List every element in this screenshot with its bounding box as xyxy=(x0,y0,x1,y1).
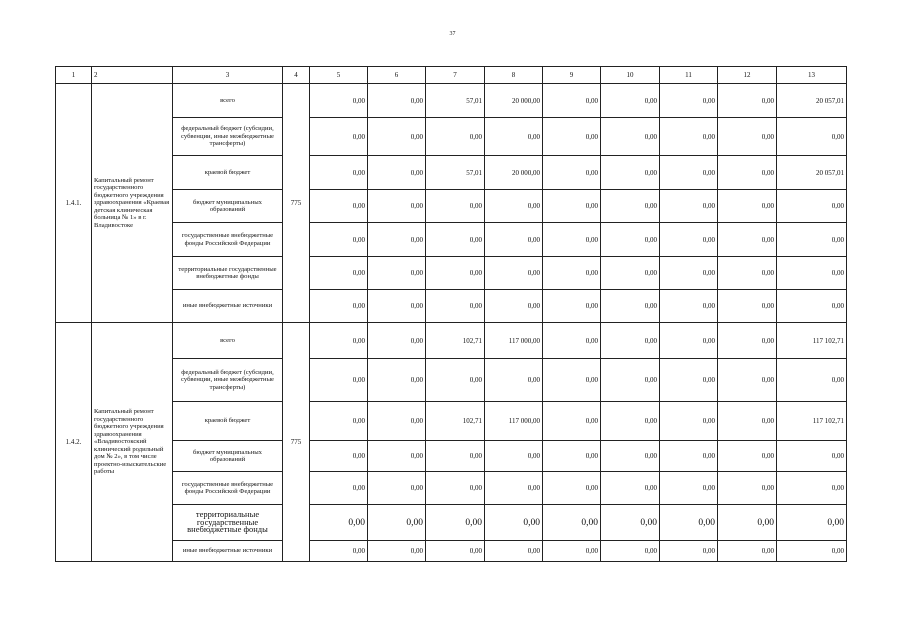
amount-cell: 0,00 xyxy=(485,505,543,541)
column-number-row xyxy=(56,67,847,84)
amount-cell: 0,00 xyxy=(426,257,485,290)
amount-cell: 0,00 xyxy=(368,323,426,359)
funding-source: бюджет муниципальных образований xyxy=(173,441,283,472)
amount-cell: 20 000,00 xyxy=(485,156,543,190)
amount-cell: 0,00 xyxy=(310,156,368,190)
amount-cell: 0,00 xyxy=(601,359,660,402)
amount-cell: 0,00 xyxy=(368,541,426,562)
column-header: 9 xyxy=(543,67,601,84)
amount-cell: 0,00 xyxy=(543,190,601,223)
amount-cell: 0,00 xyxy=(777,359,847,402)
column-header: 6 xyxy=(368,67,426,84)
amount-cell: 102,71 xyxy=(426,323,485,359)
column-header: 8 xyxy=(485,67,543,84)
funding-source: территориальные государственные внебюджетные фонды xyxy=(173,505,283,541)
amount-cell: 0,00 xyxy=(310,257,368,290)
table-row xyxy=(56,441,847,472)
amount-cell: 0,00 xyxy=(718,359,777,402)
amount-cell: 0,00 xyxy=(543,505,601,541)
amount-cell: 0,00 xyxy=(777,257,847,290)
column-header: 4 xyxy=(283,67,310,84)
amount-cell: 0,00 xyxy=(777,541,847,562)
amount-cell: 0,00 xyxy=(485,541,543,562)
amount-cell: 0,00 xyxy=(718,472,777,505)
amount-cell: 0,00 xyxy=(777,223,847,257)
amount-cell: 57,01 xyxy=(426,156,485,190)
amount-cell: 0,00 xyxy=(660,323,718,359)
amount-cell: 0,00 xyxy=(777,472,847,505)
amount-cell: 0,00 xyxy=(310,505,368,541)
funding-source: краевой бюджет xyxy=(173,156,283,190)
amount-cell: 0,00 xyxy=(777,505,847,541)
amount-cell: 0,00 xyxy=(485,223,543,257)
grbs-code: 775 xyxy=(283,84,310,323)
table-row xyxy=(56,323,847,359)
amount-cell: 0,00 xyxy=(718,190,777,223)
amount-cell: 0,00 xyxy=(368,441,426,472)
amount-cell: 117 000,00 xyxy=(485,323,543,359)
amount-cell: 0,00 xyxy=(310,441,368,472)
amount-cell: 0,00 xyxy=(426,190,485,223)
amount-cell: 0,00 xyxy=(660,290,718,323)
table-row xyxy=(56,472,847,505)
amount-cell: 0,00 xyxy=(368,223,426,257)
funding-source: государственные внебюджетные фонды Российской Федерации xyxy=(173,472,283,505)
item-name: Капитальный ремонт государственного бюджетного учреждения здравоохранения «Владивостокский клинический родильный дом № 2», в том числе проектно-изыскательские работы xyxy=(92,323,173,562)
item-code: 1.4.2. xyxy=(56,323,92,562)
table-row xyxy=(56,118,847,156)
amount-cell: 0,00 xyxy=(310,190,368,223)
amount-cell: 0,00 xyxy=(310,323,368,359)
budget-table xyxy=(55,66,847,562)
funding-source: государственные внебюджетные фонды Российской Федерации xyxy=(173,223,283,257)
amount-cell: 0,00 xyxy=(718,118,777,156)
amount-cell: 0,00 xyxy=(601,190,660,223)
amount-cell: 0,00 xyxy=(601,323,660,359)
amount-cell: 0,00 xyxy=(601,84,660,118)
amount-cell: 0,00 xyxy=(601,402,660,441)
amount-cell: 0,00 xyxy=(310,541,368,562)
amount-cell: 0,00 xyxy=(777,190,847,223)
amount-cell: 117 102,71 xyxy=(777,323,847,359)
amount-cell: 0,00 xyxy=(368,190,426,223)
item-code: 1.4.1. xyxy=(56,84,92,323)
amount-cell: 0,00 xyxy=(718,156,777,190)
amount-cell: 0,00 xyxy=(718,441,777,472)
amount-cell: 0,00 xyxy=(601,223,660,257)
funding-source: иные внебюджетные источники xyxy=(173,541,283,562)
amount-cell: 0,00 xyxy=(660,505,718,541)
amount-cell: 0,00 xyxy=(368,156,426,190)
amount-cell: 0,00 xyxy=(310,223,368,257)
amount-cell: 0,00 xyxy=(718,84,777,118)
column-header: 13 xyxy=(777,67,847,84)
amount-cell: 0,00 xyxy=(310,472,368,505)
column-header: 12 xyxy=(718,67,777,84)
amount-cell: 0,00 xyxy=(601,541,660,562)
amount-cell: 0,00 xyxy=(601,472,660,505)
column-header: 1 xyxy=(56,67,92,84)
amount-cell: 0,00 xyxy=(601,257,660,290)
amount-cell: 0,00 xyxy=(660,84,718,118)
table-row xyxy=(56,505,847,541)
amount-cell: 0,00 xyxy=(660,257,718,290)
amount-cell: 102,71 xyxy=(426,402,485,441)
amount-cell: 57,01 xyxy=(426,84,485,118)
amount-cell: 0,00 xyxy=(660,359,718,402)
amount-cell: 0,00 xyxy=(543,84,601,118)
amount-cell: 0,00 xyxy=(426,472,485,505)
amount-cell: 0,00 xyxy=(543,541,601,562)
funding-source: территориальные государственные внебюджетные фонды xyxy=(173,257,283,290)
amount-cell: 0,00 xyxy=(485,118,543,156)
amount-cell: 0,00 xyxy=(368,84,426,118)
amount-cell: 0,00 xyxy=(426,359,485,402)
amount-cell: 0,00 xyxy=(543,359,601,402)
amount-cell: 0,00 xyxy=(718,290,777,323)
amount-cell: 0,00 xyxy=(543,223,601,257)
amount-cell: 0,00 xyxy=(660,118,718,156)
amount-cell: 0,00 xyxy=(718,505,777,541)
table-row xyxy=(56,359,847,402)
amount-cell: 0,00 xyxy=(601,505,660,541)
amount-cell: 0,00 xyxy=(426,441,485,472)
amount-cell: 0,00 xyxy=(426,290,485,323)
funding-source: иные внебюджетные источники xyxy=(173,290,283,323)
amount-cell: 0,00 xyxy=(660,156,718,190)
amount-cell: 0,00 xyxy=(368,257,426,290)
amount-cell: 0,00 xyxy=(543,156,601,190)
column-header: 3 xyxy=(173,67,283,84)
amount-cell: 0,00 xyxy=(543,323,601,359)
amount-cell: 0,00 xyxy=(485,290,543,323)
amount-cell: 0,00 xyxy=(718,541,777,562)
table-row xyxy=(56,541,847,562)
amount-cell: 0,00 xyxy=(485,472,543,505)
funding-source: бюджет муниципальных образований xyxy=(173,190,283,223)
column-header: 2 xyxy=(92,67,173,84)
amount-cell: 0,00 xyxy=(426,118,485,156)
amount-cell: 0,00 xyxy=(368,505,426,541)
amount-cell: 20 000,00 xyxy=(485,84,543,118)
amount-cell: 0,00 xyxy=(426,541,485,562)
table-body xyxy=(56,84,847,562)
amount-cell: 0,00 xyxy=(426,223,485,257)
amount-cell: 0,00 xyxy=(543,472,601,505)
table-row xyxy=(56,84,847,118)
amount-cell: 0,00 xyxy=(601,290,660,323)
amount-cell: 0,00 xyxy=(543,441,601,472)
amount-cell: 0,00 xyxy=(426,505,485,541)
amount-cell: 0,00 xyxy=(368,290,426,323)
amount-cell: 0,00 xyxy=(368,118,426,156)
column-header: 10 xyxy=(601,67,660,84)
amount-cell: 0,00 xyxy=(718,223,777,257)
amount-cell: 0,00 xyxy=(660,402,718,441)
table-row xyxy=(56,190,847,223)
amount-cell: 0,00 xyxy=(660,472,718,505)
amount-cell: 20 057,01 xyxy=(777,156,847,190)
amount-cell: 0,00 xyxy=(485,190,543,223)
amount-cell: 0,00 xyxy=(310,118,368,156)
table-row xyxy=(56,223,847,257)
amount-cell: 0,00 xyxy=(543,402,601,441)
amount-cell: 0,00 xyxy=(601,441,660,472)
amount-cell: 0,00 xyxy=(368,359,426,402)
item-name: Капитальный ремонт государственного бюджетного учреждения здравоохранения «Краевая детская клиническая больница № 1» в г. Владивостоке xyxy=(92,84,173,323)
amount-cell: 0,00 xyxy=(718,323,777,359)
amount-cell: 0,00 xyxy=(718,257,777,290)
amount-cell: 0,00 xyxy=(543,257,601,290)
funding-source: федеральный бюджет (субсидии, субвенции, иные межбюджетные трансферты) xyxy=(173,118,283,156)
table-row xyxy=(56,257,847,290)
amount-cell: 0,00 xyxy=(777,118,847,156)
table-row xyxy=(56,156,847,190)
funding-source: всего xyxy=(173,323,283,359)
table-row xyxy=(56,402,847,441)
amount-cell: 0,00 xyxy=(543,118,601,156)
amount-cell: 0,00 xyxy=(660,223,718,257)
amount-cell: 117 102,71 xyxy=(777,402,847,441)
amount-cell: 0,00 xyxy=(660,441,718,472)
funding-source: всего xyxy=(173,84,283,118)
funding-source: федеральный бюджет (субсидии, субвенции, иные межбюджетные трансферты) xyxy=(173,359,283,402)
amount-cell: 0,00 xyxy=(601,156,660,190)
amount-cell: 117 000,00 xyxy=(485,402,543,441)
amount-cell: 0,00 xyxy=(310,402,368,441)
amount-cell: 0,00 xyxy=(660,541,718,562)
amount-cell: 0,00 xyxy=(660,190,718,223)
amount-cell: 20 057,01 xyxy=(777,84,847,118)
amount-cell: 0,00 xyxy=(368,402,426,441)
amount-cell: 0,00 xyxy=(485,441,543,472)
amount-cell: 0,00 xyxy=(543,290,601,323)
table-row xyxy=(56,290,847,323)
amount-cell: 0,00 xyxy=(310,290,368,323)
grbs-code: 775 xyxy=(283,323,310,562)
amount-cell: 0,00 xyxy=(310,84,368,118)
amount-cell: 0,00 xyxy=(310,359,368,402)
column-header: 11 xyxy=(660,67,718,84)
amount-cell: 0,00 xyxy=(368,472,426,505)
page-number: 37 xyxy=(449,31,456,37)
column-header: 7 xyxy=(426,67,485,84)
amount-cell: 0,00 xyxy=(485,257,543,290)
funding-source: краевой бюджет xyxy=(173,402,283,441)
amount-cell: 0,00 xyxy=(777,290,847,323)
amount-cell: 0,00 xyxy=(718,402,777,441)
amount-cell: 0,00 xyxy=(485,359,543,402)
column-header: 5 xyxy=(310,67,368,84)
amount-cell: 0,00 xyxy=(777,441,847,472)
amount-cell: 0,00 xyxy=(601,118,660,156)
